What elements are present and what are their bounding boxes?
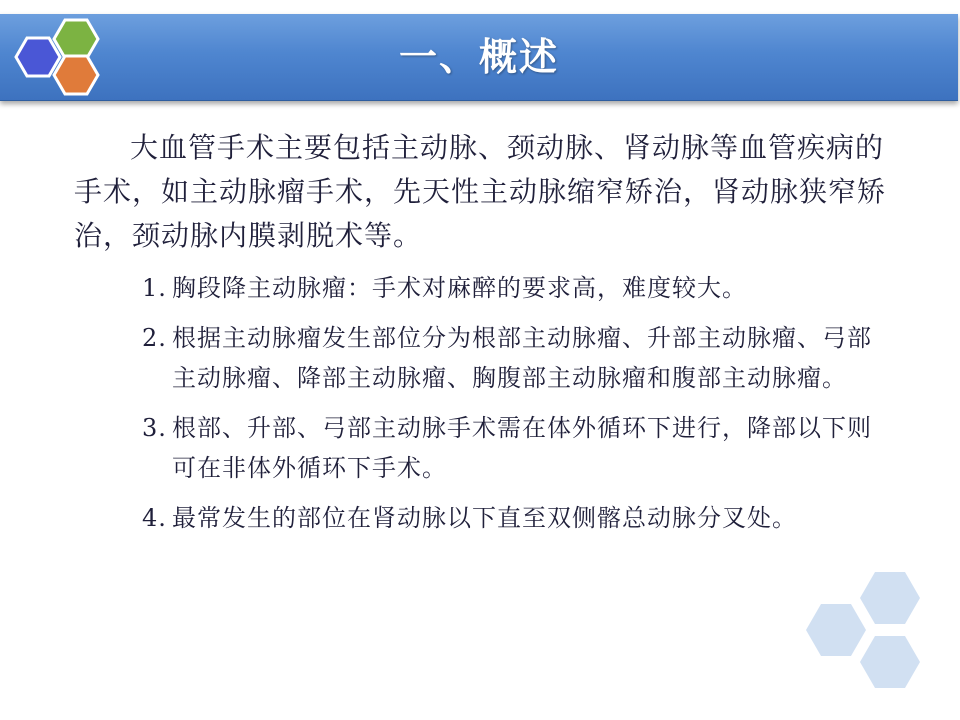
item-number: 3.	[142, 414, 167, 442]
list-item	[142, 408, 894, 488]
light-hexagon-icon	[860, 572, 920, 624]
slide-body	[74, 126, 894, 548]
list-item	[142, 268, 894, 308]
light-hexagon-icon	[806, 604, 866, 656]
intro-paragraph: 大血管手术主要包括主动脉、颈动脉、肾动脉等血管疾病的手术，如主动脉瘤手术，先天性主动脉缩窄矫治，肾动脉狭窄矫治，颈动脉内膜剥脱术等。	[74, 131, 887, 252]
item-number: 1.	[142, 274, 167, 302]
item-list	[74, 268, 894, 538]
list-item	[142, 318, 894, 398]
item-text: 根部、升部、弓部主动脉手术需在体外循环下进行，降部以下则可在非体外循环下手术。	[172, 414, 872, 482]
item-text: 根据主动脉瘤发生部位分为根部主动脉瘤、升部主动脉瘤、弓部主动脉瘤、降部主动脉瘤、胸腹部主动脉瘤和腹部主动脉瘤。	[172, 324, 872, 392]
light-hexagon-icon	[860, 636, 920, 688]
item-text: 胸段降主动脉瘤：手术对麻醉的要求高，难度较大。	[172, 274, 747, 302]
hexagon-decoration-icon	[800, 568, 930, 696]
item-number: 2.	[142, 324, 167, 352]
item-number: 4.	[142, 504, 167, 532]
slide-title: 一、概述	[398, 35, 559, 79]
item-text: 最常发生的部位在肾动脉以下直至双侧髂总动脉分叉处。	[172, 504, 797, 532]
list-item	[142, 498, 894, 538]
